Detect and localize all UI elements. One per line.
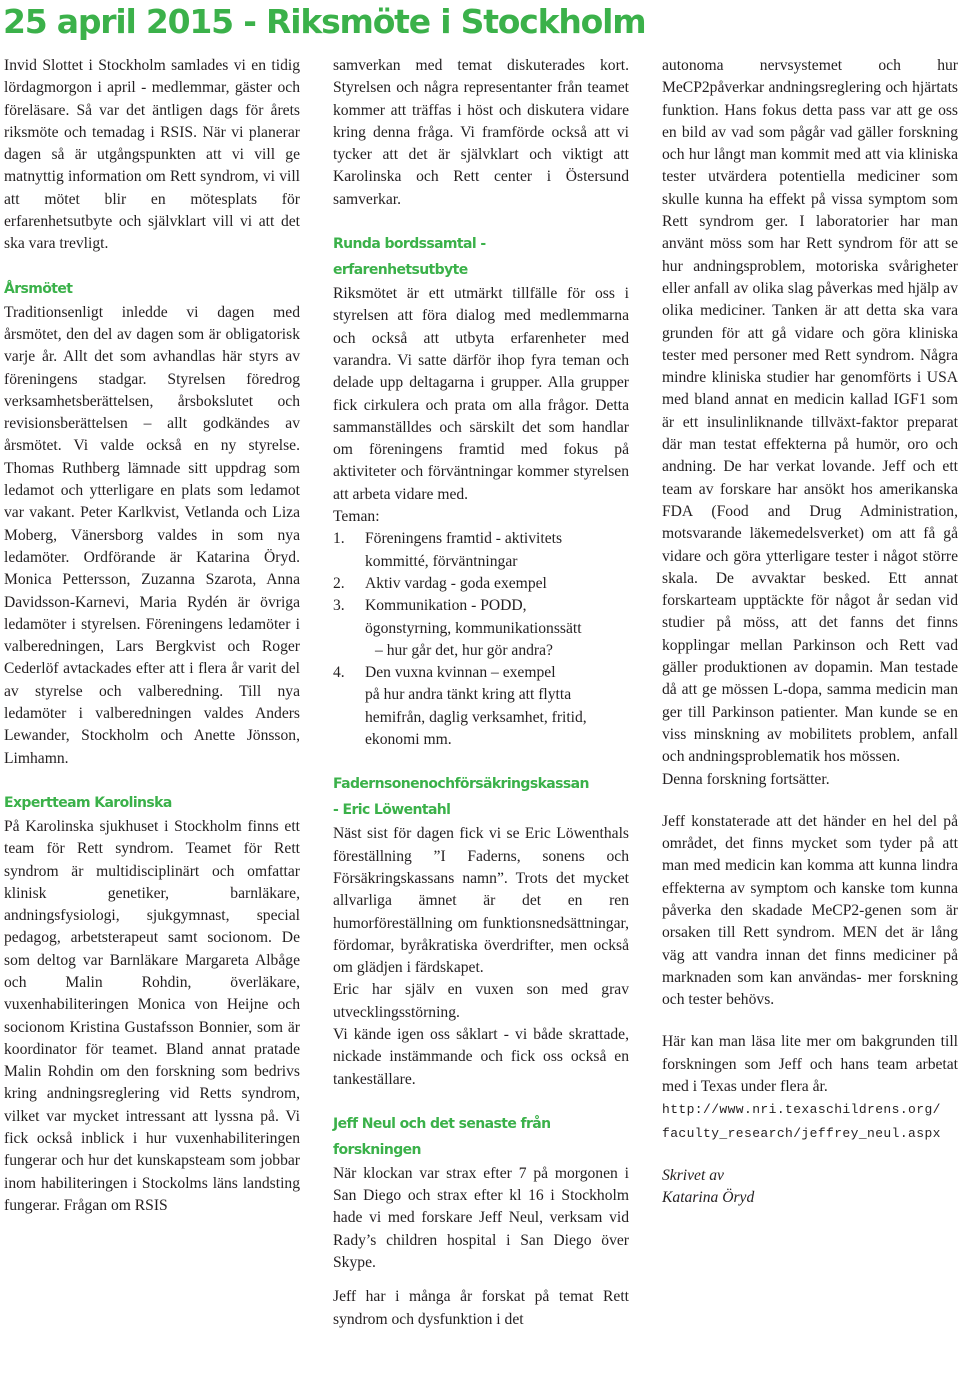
runda-paragraph: Riksmötet är ett utmärkt tillfälle för oss i styrelsen att föra dialog med medlemmarna och också att utbyta erfarenheter med varandra. Vi satte därför ihop fyra teman och delade upp deltagarna i grupper. Alla grupper fick cirkulera och prata om alla frågor. Detta sammanställdes och särskilt det som handlar om föreningens framtid med fokus på aktiviteter och förväntningar kommer styrelsen att arbeta vidare med. [333,285,629,503]
heading-faderns-line-1: Fadernsonenochförsäkringskassan [333,776,589,793]
list-item-line: Föreningens framtid - aktivitets [365,530,563,548]
heading-faderns [333,771,629,823]
list-item-line: Aktiv vardag - goda exempel [365,574,547,592]
signature-line-1: Skrivet av [662,1166,724,1184]
column-3 [662,55,958,1210]
list-item [333,528,629,573]
heading-jeff-neul [333,1111,629,1163]
heading-neul-line-1: Jeff Neul och det senaste från [333,1115,551,1132]
list-item-line: kommitté, förväntningar [365,552,518,570]
list-item-line: Kommunikation - PODD, [365,597,527,615]
heading-runda-bordssamtal [333,231,629,283]
intro-paragraph: Invid Slottet i Stockholm samlades vi en tidig lördagmorgon i april - medlemmar, gäster och föreläsare. Så var det äntligen dags för årets riksmöte och temadag i RSIS. När vi planerar dagen så är utgångspunkten att vi vill ge matnyttig information om Rett syndrom, vi vill att mötet blir en mötesplats för erfarenhetsutbyte och självklart vill vi att det ska vara trevligt. [4,57,300,253]
signature [662,1165,958,1210]
page-title: 25 april 2015 - Riksmöte i Stockholm [3,2,646,41]
list-item-number: 4. [333,664,345,682]
list-item-line: ekonomi mm. [365,731,452,749]
expertteam-paragraph: På Karolinska sjukhuset i Stockholm finns ett team för Rett syndrom. Teamet för Rett syndrom är multidisciplinärt och omfattar klinisk genetiker, barnläkare, andningsfysiologi, sjukgymnast, special pedagog, arbetsterapeut samt socionom. De som deltog var Barnläkare Margareta Albåge och Malin Rohdin, överläkare, vuxenhabiliteringen Monica von Heijne och socionom Kristina Gustafsson Bonnier, som är koordinator för teamet. Bland annat pratade Malin Rohdin om den forskning som bedrivs kring andningsreglering vid Retts syndrom, vilket var mycket intressant att lyssna på. Vi fick också inblick i hur vuxenhabiliteringen fungerar och hur det kunskapsteam som jobbar inom habiliteringen i Stockolms läns landsting fungerar. Frågan om RSIS [4,817,300,1214]
list-item [333,573,629,595]
neul-paragraph-1: När klockan var strax efter 7 på morgonen i San Diego och strax efter kl 16 i Stockholm hade vi med forskare Jeff Neul, verksam vid Rady’s children hospital i San Diego över Skype. [333,1164,629,1272]
list-item-line: på hur andra tänkt kring att flytta [365,686,572,704]
list-item-line: ögonstyrning, kommunikationssätt [365,619,582,637]
research-link-line-1[interactable]: http://www.nri.texaschildrens.org/ [662,1102,941,1118]
neul-paragraph-2: Jeff har i många år forskat på temat Rett syndrom och dysfunktion i det [333,1288,629,1328]
list-item-line: hemifrån, daglig verksamhet, fritid, [365,708,587,726]
teman-list [333,528,629,751]
heading-expertteam: Expertteam Karolinska [4,794,172,811]
jeff-paragraph: Jeff konstaterade att det händer en hel del på området, det finns mycket som tyder på att man med medicin kan komma att kunna lindra effekterna av symptom och kanske tom kunna påverka den skadade MeCP2-genen som är orsaken till Rett syndrom. MEN det är lång väg att vandra innan det finns mediciner på marknaden som kan användas- mer forskning och tester behövs. [662,812,958,1009]
list-item-line: – hur går det, hur gör andra? [375,641,553,659]
arsmotet-paragraph: Traditionsenligt inledde vi dagen med årsmötet, den del av dagen som är obligatorisk varje år. Allt det som avhandlas här styrs av föreningens stadgar. Styrelsen föredrog verksamhetsberättelsen, årsbokslutet och revisionsberättelsen – allt godkändes av årsmötet. Vi valde också en ny styrelse. Thomas Ruthberg lämnade sitt uppdrag som ledamot och ytterligare en plats som ledamot var vakant. Peter Karlkvist, Vetlanda och Liza Moberg, Vänersborg valdes in som nya ledamöter. Ordförande är Katarina Öryd. Monica Pettersson, Zuzanna Szarota, Anna Davidsson-Karnevi, Maria Rydén är övriga ledamöter i styrelsen. Föreningens ledamöter i valberedningen, Lars Bergkvist och Roger Cederlöf avtackades efter att i flera år varit del av styrelse och valberedning. Till nya ledamöter i valberedningen valdes Anders Lewander, Stockholm och Anette Jönsson, Limhamn. [4,303,300,767]
signature-author: Katarina Öryd [662,1189,755,1207]
read-more-paragraph: Här kan man läsa lite mer om bakgrunden till forskningen som Jeff och hans team arbetat med i Texas under flera år. [662,1033,958,1096]
faderns-paragraph-3: Vi kände igen oss såklart - vi både skrattade, nickade instämmande och fick oss också en tankeställare. [333,1025,629,1088]
heading-runda-line-2: erfarenhetsutbyte [333,262,468,279]
heading-runda-line-1: Runda bordssamtal - [333,236,486,253]
heading-neul-line-2: forskningen [333,1141,421,1158]
research-paragraph-end: Denna forskning fortsätter. [662,770,830,788]
teman-label: Teman: [333,508,380,526]
research-link[interactable] [662,1098,958,1145]
column-2 [333,55,629,1331]
samverkan-paragraph: samverkan med temat diskuterades kort. Styrelsen och några representanter från teamet kommer att träffas i höst och diskutera vidare kring denna fråga. Vi framförde också att vi tycker att det är självklart och viktigt att Karolinska och Rett center i Östersund samverkar. [333,57,629,208]
list-item [333,662,629,751]
list-item-line: Den vuxna kvinnan – exempel [365,664,556,682]
list-item-number: 1. [333,530,345,548]
list-item [333,595,629,662]
research-link-line-2[interactable]: faculty_research/jeffrey_neul.aspx [662,1125,941,1141]
faderns-paragraph-1: Näst sist för dagen fick vi se Eric Löwenthals föreställning ”I Faderns, sonens och Försäkringskassans namn”. Trots det mycket allvarliga ämnet är det en ren humorföreställning om funktionsnedsättningar, fördomar, byråkratiska överdrifter, men också om glädjen i färdskapet. [333,825,629,977]
list-item-number: 3. [333,597,345,615]
column-1 [4,55,300,1217]
research-paragraph: autonoma nervsystemet och hur MeCP2påverkar andningsreglering och hjärtats funktion. Hans fokus detta pass var att ge oss en bild av vad som pågår vad gäller forskning och hur långt man kommit med att via kliniska tester utvärdera potentiella mediciner som skulle kunna ha effekt på vissa symptom som Rett syndrom ger. I laboratorier har man använt möss som har Rett syndrom för att se hur andningsproblem, motoriska svårigheter eller anfall av olika slag påverkas med hjälp av olika mediciner. Tanken är att detta ska vara grunden för att gå vidare och göra kliniska tester med personer med Rett syndrom. Några mindre kliniska studier har genomförts i USA med bland annat en medicin kallad IGF1 som är ett insulinliknande tillväxt-faktor preparat där man testat effekterna på humör, oro och andning. De har verkat lovande. Jeff och ett team av forskare har ansökt hos amerikanska FDA (Food and Drug Administration, motsvarande läkemedelsverket) om att få gå vidare och göra ytterligare tester i något större skala. De avvaktar besked. Ett annat forskarteam upptäckte för något år sedan vid studier på möss, att det fanns det finns kopplingar mellan Parkinson och Rett vad gäller produktionen av dopamin. Man testade då att ge mössen L-dopa, samma medicin man ger till Parkinson patienter. Man kunde se en viss minskning av mobilitets problem, anfall och andningsproblematik hos mössen. [662,57,958,766]
heading-arsmotet: Årsmötet [4,280,73,297]
list-item-number: 2. [333,574,345,592]
heading-faderns-line-2: - Eric Löwentahl [333,802,451,819]
faderns-paragraph-2: Eric har själv en vuxen son med grav utvecklingsstörning. [333,981,629,1021]
